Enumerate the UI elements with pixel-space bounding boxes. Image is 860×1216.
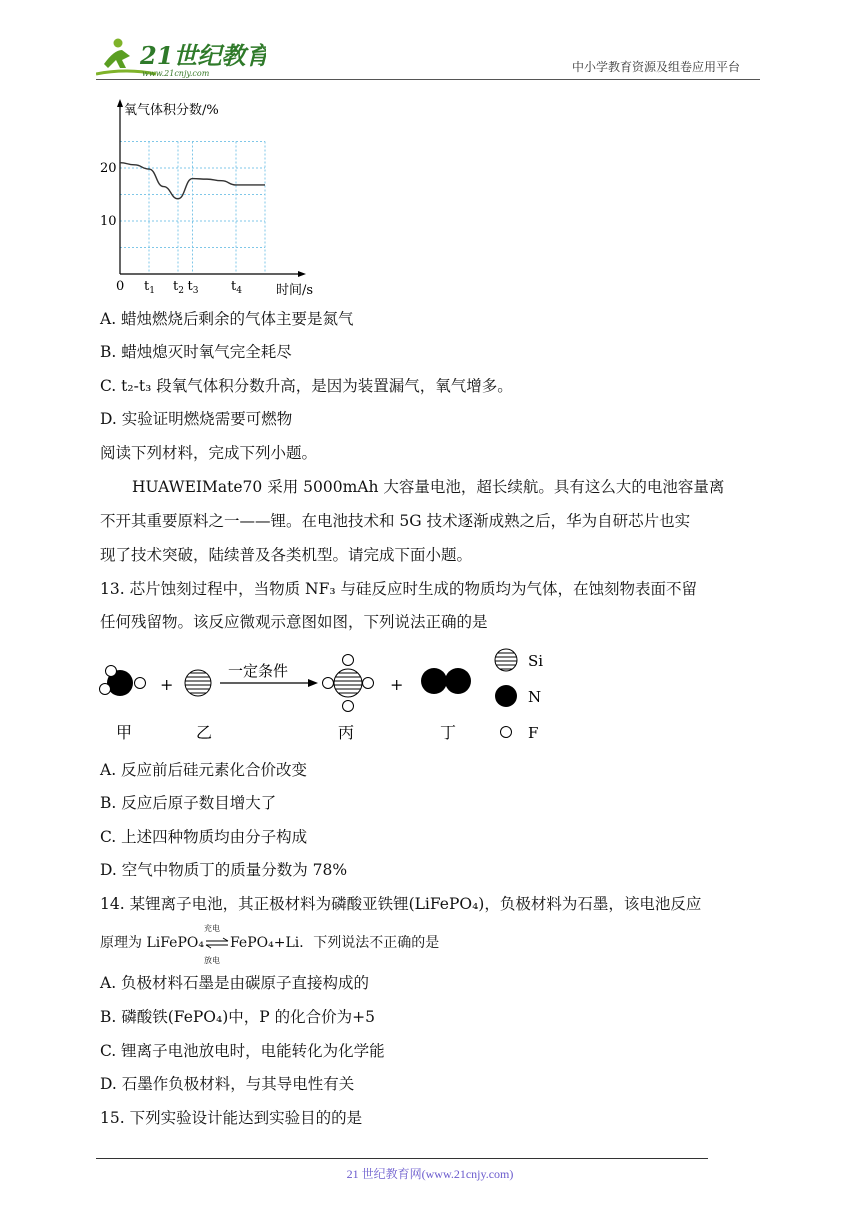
runner-logo-icon bbox=[96, 34, 266, 80]
nitrogen-atom-icon bbox=[421, 668, 447, 694]
molecule-ding bbox=[421, 668, 471, 694]
q14-stem-line-1: 14. 某锂离子电池，其正极材料为磷酸亚铁锂(LiFePO₄)，负极材料为石墨，该电池反应 bbox=[100, 895, 702, 913]
x-tick-label: $t_4$ bbox=[231, 279, 242, 296]
label-yi: 乙 bbox=[196, 723, 213, 742]
header-divider bbox=[96, 79, 760, 80]
logo-text: 21世纪教育 bbox=[140, 41, 266, 70]
footer-divider bbox=[96, 1158, 708, 1159]
q12-option-d: D. 实验证明燃烧需要可燃物 bbox=[100, 410, 293, 428]
reversible-arrow-icon bbox=[204, 933, 230, 953]
charge-label: 充电 bbox=[203, 924, 220, 933]
fluorine-atom-icon bbox=[323, 678, 334, 689]
y-axis-label: 氧气体积分数/% bbox=[124, 103, 219, 118]
legend-n-icon bbox=[495, 685, 517, 707]
legend-f-label: F bbox=[528, 724, 539, 742]
fluorine-atom-icon bbox=[343, 655, 354, 666]
origin-label: 0 bbox=[116, 279, 125, 294]
footer-text: 21 世纪教育网(www.21cnjy.com) bbox=[346, 1167, 514, 1181]
logo-url: www.21cnjy.com bbox=[142, 69, 210, 78]
legend-n-label: N bbox=[528, 688, 542, 706]
x-tick-label: $t_1$ bbox=[144, 279, 155, 296]
q15-stem: 15. 下列实验设计能达到实验目的的是 bbox=[100, 1109, 363, 1127]
y-axis-arrow-icon bbox=[117, 99, 123, 107]
site-logo bbox=[96, 34, 266, 80]
reaction-diagram-svg bbox=[96, 648, 556, 748]
q13-option-a: A. 反应前后硅元素化合价改变 bbox=[100, 761, 308, 779]
reaction-condition: 一定条件 bbox=[228, 662, 289, 680]
silicon-atom-icon bbox=[185, 670, 211, 696]
x-axis-arrow-icon bbox=[298, 271, 306, 277]
q12-option-c: C. t₂-t₃ 段氧气体积分数升高，是因为装置漏气，氧气增多。 bbox=[100, 377, 513, 395]
q13-stem-line-1: 13. 芯片蚀刻过程中，当物质 NF₃ 与硅反应时生成的物质均为气体，在蚀刻物表面不留 bbox=[100, 580, 697, 598]
plus-sign: + bbox=[390, 675, 404, 694]
q14-option-d: D. 石墨作负极材料，与其导电性有关 bbox=[100, 1075, 355, 1093]
oxygen-chart bbox=[96, 94, 336, 306]
q13-option-d: D. 空气中物质丁的质量分数为 78% bbox=[100, 861, 348, 879]
nitrogen-atom-icon bbox=[445, 668, 471, 694]
material-line-3: 现了技术突破，陆续普及各类机型。请完成下面小题。 bbox=[100, 546, 473, 564]
q14-option-c: C. 锂离子电池放电时，电能转化为化学能 bbox=[100, 1042, 385, 1060]
fluorine-atom-icon bbox=[343, 701, 354, 712]
label-ding: 丁 bbox=[440, 723, 457, 742]
silicon-atom-icon bbox=[334, 669, 362, 697]
fluorine-atom-icon bbox=[363, 678, 374, 689]
legend-si-icon bbox=[495, 649, 517, 671]
label-bing: 丙 bbox=[338, 723, 355, 742]
header-platform-text: 中小学教育资源及组卷应用平台 bbox=[572, 60, 741, 74]
q12-option-a: A. 蜡烛燃烧后剩余的气体主要是氮气 bbox=[100, 310, 354, 328]
y-tick-label: 20 bbox=[100, 161, 117, 176]
q14-stem-line-2 bbox=[100, 924, 440, 965]
fluorine-atom-icon bbox=[135, 678, 146, 689]
material-intro: 阅读下列材料，完成下列小题。 bbox=[100, 444, 318, 462]
legend-f-icon bbox=[501, 727, 512, 738]
molecule-jia bbox=[100, 666, 146, 697]
fluorine-atom-icon bbox=[100, 684, 111, 695]
oxygen-chart-svg bbox=[96, 94, 336, 306]
q13-option-c: C. 上述四种物质均由分子构成 bbox=[100, 828, 308, 846]
material-line-2: 不开其重要原料之一——锂。在电池技术和 5G 技术逐渐成熟之后，华为自研芯片也实 bbox=[100, 512, 691, 530]
reversible-arrow bbox=[203, 924, 230, 965]
q12-option-b: B. 蜡烛熄灭时氧气完全耗尽 bbox=[100, 343, 292, 361]
y-tick-label: 10 bbox=[100, 214, 117, 229]
legend-si-label: Si bbox=[528, 652, 544, 670]
discharge-label: 放电 bbox=[203, 956, 220, 965]
fluorine-atom-icon bbox=[106, 666, 117, 677]
x-axis-label: 时间/s bbox=[276, 283, 314, 298]
label-jia: 甲 bbox=[116, 723, 133, 742]
arrow-head-icon bbox=[308, 679, 318, 687]
material-line-1: HUAWEIMate70 采用 5000mAh 大容量电池，超长续航。具有这么大的电池容量离 bbox=[132, 478, 725, 496]
x-tick-label: $t_3$ bbox=[187, 279, 199, 296]
q14-option-b: B. 磷酸铁(FePO₄)中，P 的化合价为+5 bbox=[100, 1008, 375, 1026]
x-tick-label: $t_2$ bbox=[173, 279, 184, 296]
plus-sign: + bbox=[160, 675, 174, 694]
q13-stem-line-2: 任何残留物。该反应微观示意图如图，下列说法正确的是 bbox=[100, 613, 488, 631]
q14-stem-suffix: FePO₄+Li．下列说法不正确的是 bbox=[229, 935, 440, 951]
molecule-bing bbox=[323, 655, 374, 712]
q13-option-b: B. 反应后原子数目增大了 bbox=[100, 794, 277, 812]
q14-option-a: A. 负极材料石墨是由碳原子直接构成的 bbox=[100, 974, 370, 992]
reaction-diagram bbox=[96, 648, 556, 748]
q14-stem-prefix: 原理为 LiFePO₄ bbox=[100, 935, 204, 951]
